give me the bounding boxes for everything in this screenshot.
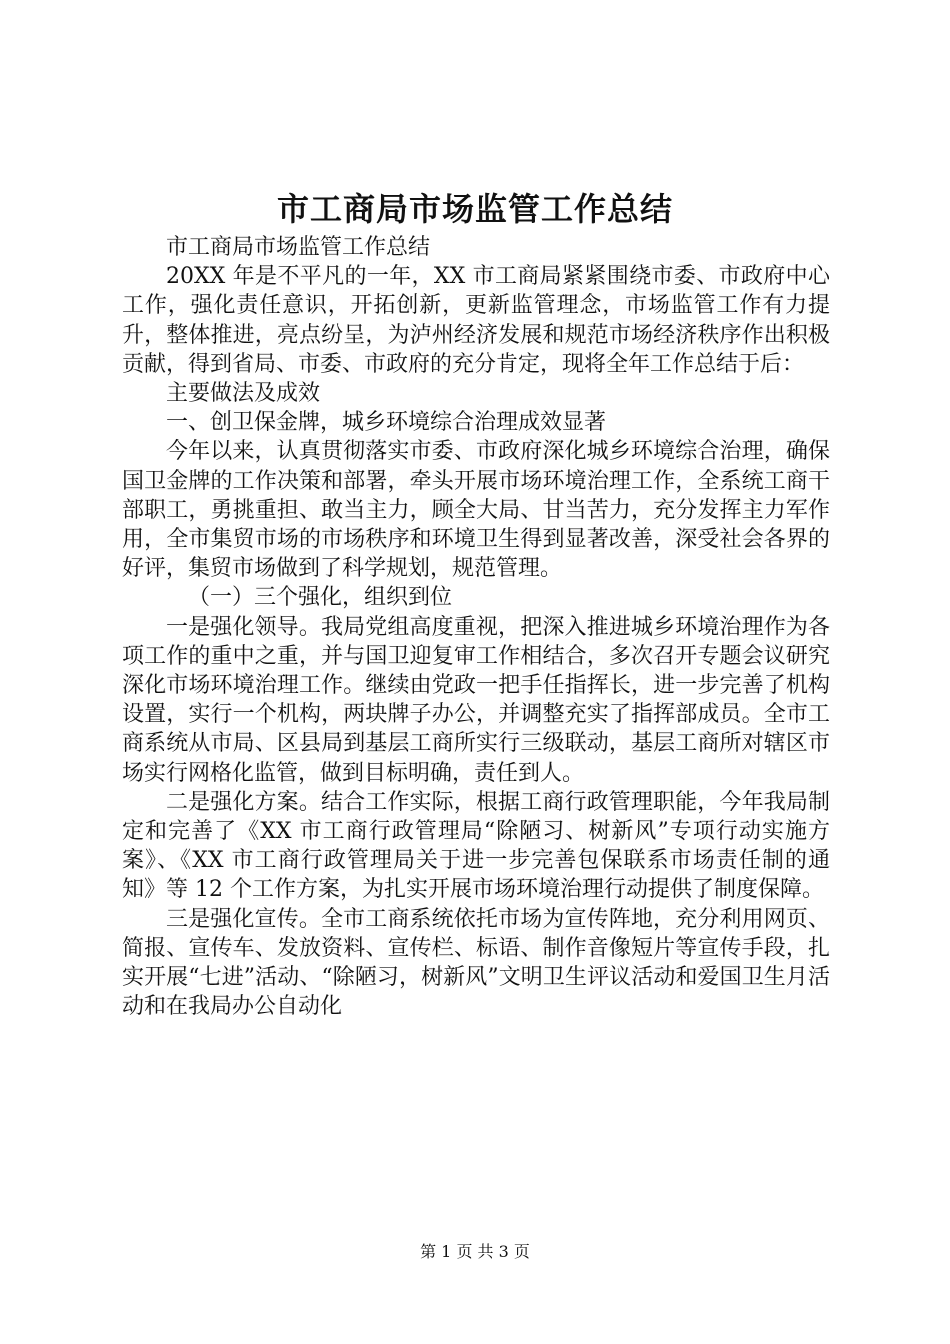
body-paragraph: 一是强化领导。我局党组高度重视，把深入推进城乡环境治理作为各项工作的重中之重，并与国卫迎复审工作相结合，多次召开专题会议研究深化市场环境治理工作。继续由党政一把手任指挥长，进一步完善了机构设置，实行一个机构，两块牌子办公，并调整充实了指挥部成员。全市工商系统从市局、区县局到基层工商所实行三级联动，基层工商所对辖区市场实行网格化监管，做到目标明确，责任到人。 (122, 614, 830, 786)
body-paragraph: 二是强化方案。结合工作实际，根据工商行政管理职能，今年我局制定和完善了《XX 市工商行政管理局“除陋习、树新风”专项行动实施方案》、《XX 市工商行政管理局关于进一步完善包保联系市场责任制的通知》等 12 个工作方案，为扎实开展市场环境治理行动提供了制度保障。 (122, 789, 830, 903)
body-paragraph: 三是强化宣传。全市工商系统依托市场为宣传阵地，充分利用网页、简报、宣传车、发放资料、宣传栏、标语、制作音像短片等宣传手段，扎实开展“七进”活动、“除陋习，树新风”文明卫生评议活动和爱国卫生月活动和在我局办公自动化 (122, 906, 830, 1020)
body-paragraph: 今年以来，认真贯彻落实市委、市政府深化城乡环境综合治理，确保国卫金牌的工作决策和部署，牵头开展市场环境治理工作，全系统工商干部职工，勇挑重担、敢当主力，顾全大局、甘当苦力，充分发挥主力军作用，全市集贸市场的市场秩序和环境卫生得到显著改善，深受社会各界的好评，集贸市场做到了科学规划，规范管理。 (122, 439, 830, 582)
subtitle-paragraph: 市工商局市场监管工作总结 (166, 235, 431, 260)
document-body (122, 233, 830, 1021)
section-heading: 主要做法及成效 (166, 381, 321, 407)
document-title: 市工商局市场监管工作总结 (276, 190, 673, 228)
subsection-heading: （一）三个强化，组织到位 (188, 585, 453, 611)
page-footer: 第 1 页 共 3 页 (420, 1242, 530, 1261)
intro-paragraph: 20XX 年是不平凡的一年，XX 市工商局紧紧围绕市委、市政府中心工作，强化责任意识，开拓创新，更新监管理念，市场监管工作有力提升，整体推进，亮点纷呈，为泸州经济发展和规范市场经济秩序作出积极贡献，得到省局、市委、市政府的充分肯定，现将全年工作总结于后： (122, 264, 830, 377)
subsection-heading: 一、创卫保金牌，城乡环境综合治理成效显著 (166, 410, 607, 436)
